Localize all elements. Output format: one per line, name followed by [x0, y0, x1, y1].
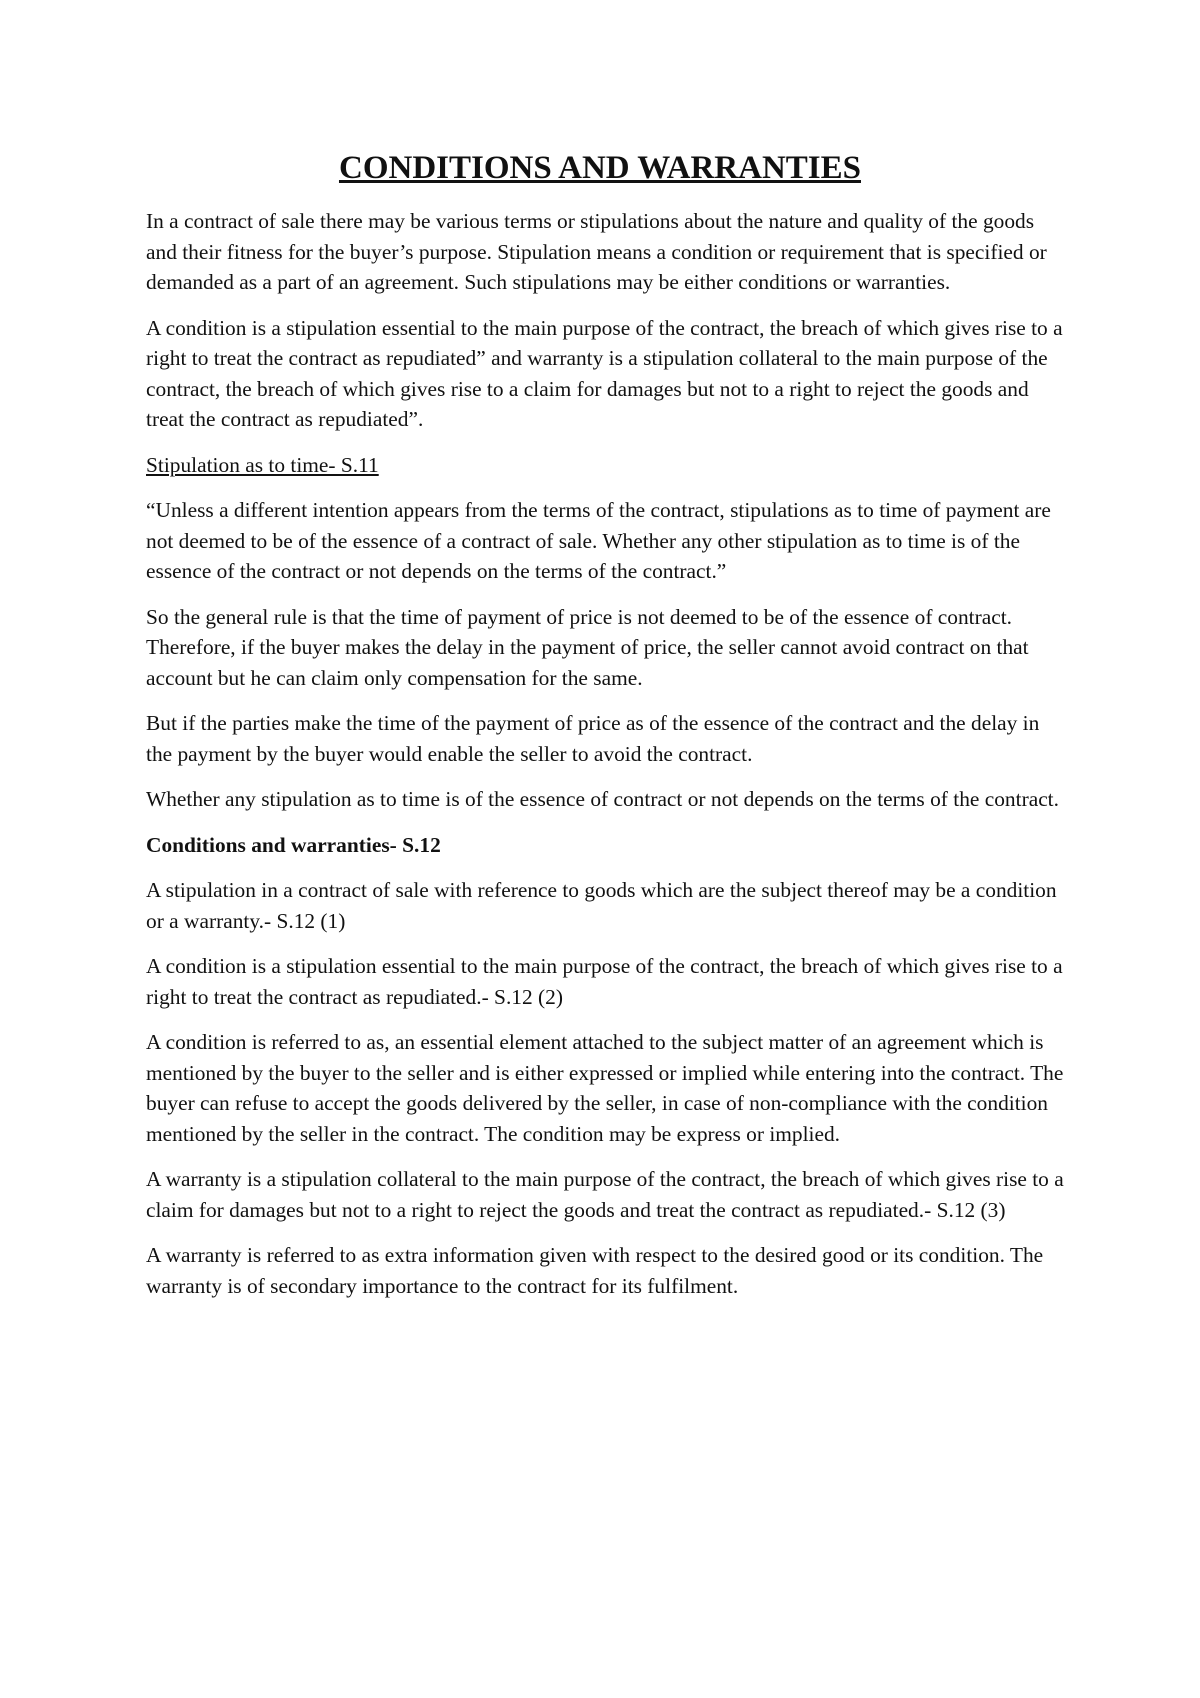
document-body — [146, 206, 1066, 1316]
document-title: CONDITIONS AND WARRANTIES — [338, 150, 861, 186]
paragraph-warranty-explained: A warranty is referred to as extra information given with respect to the desired good or its condition. The warranty is of secondary importance to the contract for its fulfilment. — [146, 1243, 1044, 1298]
paragraph-depends-on-terms: Whether any stipulation as to time is of the essence of contract or not depends on the terms of the contract. — [146, 787, 1059, 811]
paragraph-section-12-1: A stipulation in a contract of sale with reference to goods which are the subject thereof may be a condition or a warranty.- S.12 (1) — [146, 878, 1057, 933]
paragraph-section-11-quote: “Unless a different intention appears from the terms of the contract, stipulations as to time of payment are not deemed to be of the essence of a contract of sale. Whether any other stipulation as to time is of the essence of the contract or not depends on the terms of the contract.” — [146, 498, 1051, 583]
paragraph-section-12-2: A condition is a stipulation essential to the main purpose of the contract, the breach of which gives rise to a right to treat the contract as repudiated.- S.12 (2) — [146, 954, 1063, 1009]
subheading-stipulation-time: Stipulation as to time- S.11 — [146, 452, 379, 477]
paragraph-essence-exception: But if the parties make the time of the payment of price as of the essence of the contract and the delay in the payment by the buyer would enable the seller to avoid the contract. — [146, 711, 1040, 766]
subheading-conditions-warranties: Conditions and warranties- S.12 — [146, 832, 441, 857]
paragraph-general-rule: So the general rule is that the time of payment of price is not deemed to be of the essence of contract. Therefore, if the buyer makes the delay in the payment of price, the seller cannot avoid contract on that account but he can claim only compensation for the same. — [146, 604, 1029, 690]
paragraph-intro: In a contract of sale there may be various terms or stipulations about the nature and quality of the goods and their fitness for the buyer’s purpose. Stipulation means a condition or requirement that is specified or demanded as a part of an agreement. Such stipulations may be either conditions or warranties. — [146, 209, 1047, 294]
paragraph-definition: A condition is a stipulation essential to the main purpose of the contract, the breach of which gives rise to a right to treat the contract as repudiated” and warranty is a stipulation collateral to the main purpose of the contract, the breach of which gives rise to a claim for damages but not to a right to reject the goods and treat the contract as repudiated”. — [146, 315, 1063, 431]
paragraph-condition-explained: A condition is referred to as, an essential element attached to the subject matter of an agreement which is mentioned by the buyer to the seller and is either expressed or implied while entering into the contract. The buyer can refuse to accept the goods delivered by the seller, in case of non-compliance with the condition mentioned by the seller in the contract. The condition may be express or implied. — [146, 1030, 1064, 1146]
paragraph-section-12-3: A warranty is a stipulation collateral to the main purpose of the contract, the breach of which gives rise to a claim for damages but not to a right to reject the goods and treat the contract as repudiated.- S.12 (3) — [146, 1167, 1064, 1222]
